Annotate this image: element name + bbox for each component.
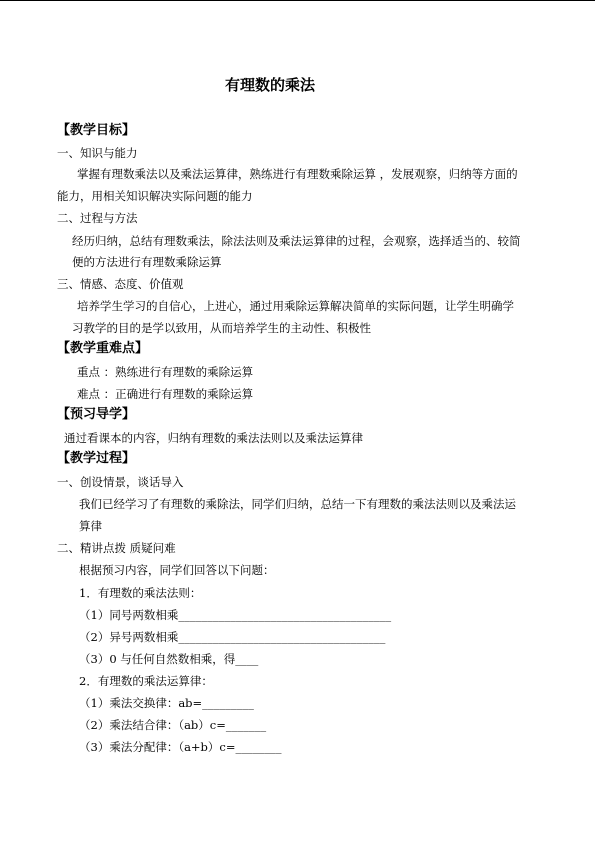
- process-paragraph-line: 算律: [79, 519, 102, 533]
- section-heading-key-points: 【教学重难点】: [57, 341, 149, 356]
- process-law-heading: 2．有理数的乘法运算律：: [79, 674, 213, 688]
- preview-line: 通过看课本的内容，归纳有理数的乘法法则以及乘法运算律: [64, 431, 363, 445]
- goals-subheading-knowledge: 一、知识与能力: [57, 146, 138, 160]
- fill-in-line: （2）异号两数相乘____________________________________: [79, 630, 386, 644]
- goals-paragraph-line: 习教学的目的是学以致用，从而培养学生的主动性、积极性: [72, 321, 371, 335]
- process-paragraph-line: 我们已经学习了有理数的乘除法，同学们归纳，总结一下有理数的乘法法则以及乘法运: [79, 497, 516, 511]
- process-subheading-intro: 一、创设情景，谈话导入: [57, 475, 184, 489]
- goals-paragraph-line: 掌握有理数乘法以及乘法运算律，熟练进行有理数乘除运算 ，发展观察，归纳等方面的: [77, 167, 518, 181]
- process-subheading-explain: 二、精讲点拨 质疑问难: [57, 541, 176, 555]
- process-rule-heading: 1．有理数的乘法法则：: [79, 586, 202, 600]
- goals-paragraph-line: 培养学生学习的自信心，上进心，通过用乘除运算解决简单的实际问题，让学生明确学: [77, 299, 514, 313]
- fill-in-line: （3）乘法分配律：（a+b）c=________: [79, 740, 282, 754]
- goals-paragraph-line: 便的方法进行有理数乘除运算: [72, 255, 222, 269]
- top-rule: [0, 0, 595, 1]
- difficult-point-line: 难点 ：正确进行有理数的乘除运算: [77, 387, 254, 401]
- key-point-line: 重点 ：熟练进行有理数的乘除运算: [77, 365, 254, 379]
- goals-subheading-attitude: 三、情感、态度、价值观: [57, 277, 184, 291]
- goals-paragraph-line: 能力，用相关知识解决实际问题的能力: [57, 189, 253, 203]
- page-title: 有理数的乘法: [224, 76, 315, 94]
- fill-in-line: （1）同号两数相乘_____________________________________: [79, 608, 392, 622]
- section-heading-preview: 【预习导学】: [57, 407, 136, 422]
- goals-paragraph-line: 经历归纳，总结有理数乘法，除法法则及乘法运算律的过程，会观察，选择适当的、较简: [72, 234, 521, 248]
- fill-in-line: （3）0 与任何自然数相乘，得____: [79, 652, 259, 666]
- section-heading-goals: 【教学目标】: [57, 123, 136, 138]
- goals-subheading-process: 二、过程与方法: [57, 211, 138, 225]
- fill-in-line: （2）乘法结合律：（ab）c=_______: [79, 718, 267, 732]
- fill-in-line: （1）乘法交换律：ab=_________: [79, 696, 254, 710]
- section-heading-process: 【教学过程】: [57, 451, 136, 466]
- process-paragraph-line: 根据预习内容，同学们回答以下问题：: [79, 563, 275, 577]
